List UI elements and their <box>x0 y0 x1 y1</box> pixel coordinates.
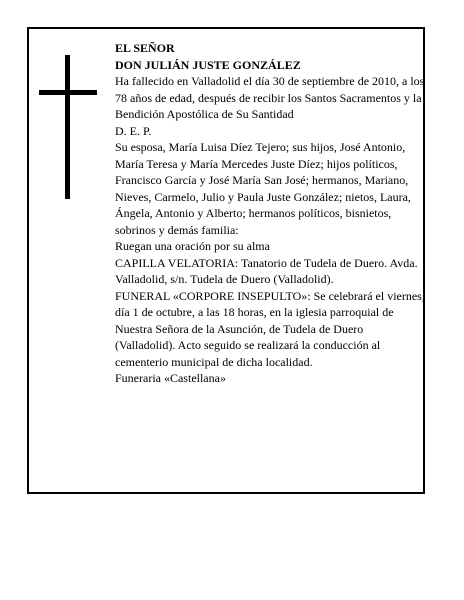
cross-icon <box>39 55 97 199</box>
cross-horizontal-bar <box>39 90 97 95</box>
title-line1: EL SEÑOR <box>115 41 175 55</box>
obituary-text <box>115 40 425 387</box>
cross-vertical-bar <box>65 55 70 199</box>
announcement: Ha fallecido en Valladolid el día 30 de septiembre de 2010, a los 78 años de edad, después de recibir los Santos Sacramentos y la Bendición Apostólica de Su Santidad <box>115 74 425 121</box>
prayer: Ruegan una oración por su alma <box>115 239 270 253</box>
title-line2: DON JULIÁN JUSTE GONZÁLEZ <box>115 57 301 72</box>
dep: D. E. P. <box>115 123 152 138</box>
funeral: FUNERAL «CORPORE INSEPULTO»: Se celebrará el viernes, día 1 de octubre, a las 18 horas, en la iglesia parroquial de Nuestra Señora de la Asunción, de Tudela de Duero (Valladolid). Acto seguido se realizará la conducción al cementerio municipal de dicha localidad. <box>115 288 425 369</box>
funeral-home: Funeraria «Castellana» <box>115 371 226 385</box>
obituary-frame <box>27 27 425 494</box>
family: Su esposa, María Luisa Díez Tejero; sus hijos, José Antonio, María Teresa y María Mercedes Juste Díez; hijos políticos, Francisco García y José María San José; hermanos, Mariano, Nieves, Carmelo, Julio y Paula Juste González; nietos, Laura, Ángela, Antonio y Alberto; hermanos políticos, bisnietos, sobrinos y demás familia: <box>115 140 411 237</box>
chapel: CAPILLA VELATORIA: Tanatorio de Tudela de Duero. Avda. Valladolid, s/n. Tudela de Duero (Valladolid). <box>115 255 418 286</box>
